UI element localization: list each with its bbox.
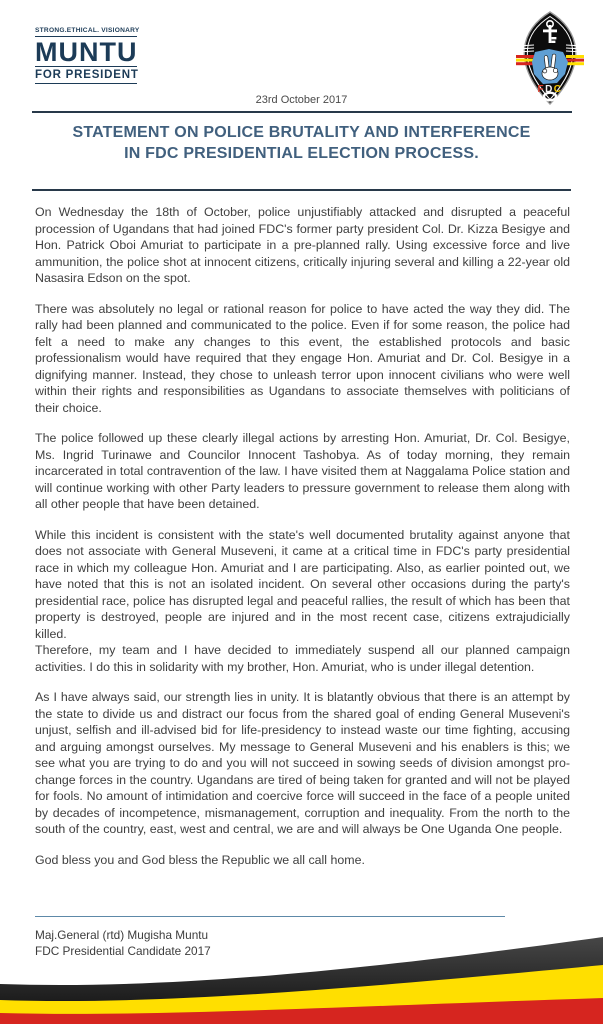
paragraph-pattern: While this incident is consistent with the state's well documented brutality against anyone that does not associate with General Museveni, it came at a critical time in FDC's party presidential race in which my colleague Hon. Amuriat and I are participating. Also, as earlier pointed out, we have noted that this is not an isolated incident. On several other occasions during the party's presidential race, police has disrupted legal and peaceful rallies, the result of which has been that property is destroyed, people are injured and in the most recent case, citizens extrajudicially killed.	[35, 527, 570, 641]
logo-subtitle: FOR PRESIDENT	[35, 67, 137, 84]
paragraph-blessing: God bless you and God bless the Republic we all call home.	[35, 852, 365, 867]
logo-name: MUNTU	[35, 37, 138, 67]
signatory-role: FDC Presidential Candidate 2017	[35, 944, 211, 958]
paragraph-unity: As I have always said, our strength lies in unity. It is blatantly obvious that there is an attempt by the state to divide us and distract our focus from the shared goal of ending General Museveni's unjust, selfish and ill-advised bid for life-presidency to instead waste our time fighting, accusing and arguing amongst ourselves. My message to General Museveni and his enablers is this; we see what you are trying to do and you will not succeed in sowing seeds of division amongst pro-change forces in the country. Ugandans are tired of being taken for granted and will not be played for fools. No amount of intimidation and coercive force will succeed in the face of a people united by decades of incompetence, mismanagement, corruption and inequality. From the north to the south of the country, east, west and central, we are and will always be One Uganda One people.	[35, 690, 570, 836]
statement-date: 23rd October 2017	[255, 94, 348, 106]
fdc-initials: FDC	[537, 84, 563, 95]
document-header	[0, 0, 603, 113]
paragraph-arrests: The police followed up these clearly illegal actions by arresting Hon. Amuriat, Dr. Col. Besigye, Ms. Ingrid Turinawe and Councilor Innocent Tashobya. As of today morning, they remain incarcerated in total contravention of the law. I have visited them at Naggalama Police station and will continue working with other Party leaders to pressure government to release them along with all other people that have been detained.	[35, 431, 570, 511]
flag-swoosh-footer	[0, 929, 603, 1024]
logo-tagline: STRONG.ETHICAL. VISIONARY	[35, 27, 137, 37]
paragraph-no-reason: There was absolutely no legal or rational reason for police to have acted the way they did. The rally had been planned and communicated to the police. Even if for some reason, the police had felt a need to make any changes to this event, the established protocols and basic professionalism would have required that they engage Hon. Amuriat and Dr. Col. Besigye in a dignifying manner. Instead, they chose to unleash terror upon innocent civilians who were well within their rights and responsibilities as Ugandans to associate themselves with politicians of their choice.	[35, 301, 570, 415]
paragraph-incident: On Wednesday the 18th of October, police unjustifiably attacked and disrupted a peaceful procession of Ugandans that had joined FDC's former party president Col. Dr. Kizza Besigye and Hon. Patrick Oboi Amuriat to participate in a pre-planned rally. Using excessive force and live ammunition, the police shot at innocent citizens, critically injuring several and killing a 22-year old Nasasira Edson on the spot.	[35, 205, 570, 285]
title-line-2: IN FDC PRESIDENTIAL ELECTION PROCESS.	[124, 145, 479, 162]
statement-title	[0, 113, 603, 181]
title-divider	[32, 189, 571, 191]
statement-body	[0, 191, 603, 868]
signature-divider	[35, 916, 505, 917]
signatory-name: Maj.General (rtd) Mugisha Muntu	[35, 928, 209, 942]
title-line-1: STATEMENT ON POLICE BRUTALITY AND INTERFERENCE	[72, 124, 531, 141]
fdc-emblem-icon	[505, 10, 595, 106]
muntu-campaign-logo	[35, 27, 140, 84]
paragraph-suspension: Therefore, my team and I have decided to immediately suspend all our planned campaign activities. I do this in solidarity with my brother, Hon. Amuriat, who is under illegal detention.	[35, 643, 570, 674]
